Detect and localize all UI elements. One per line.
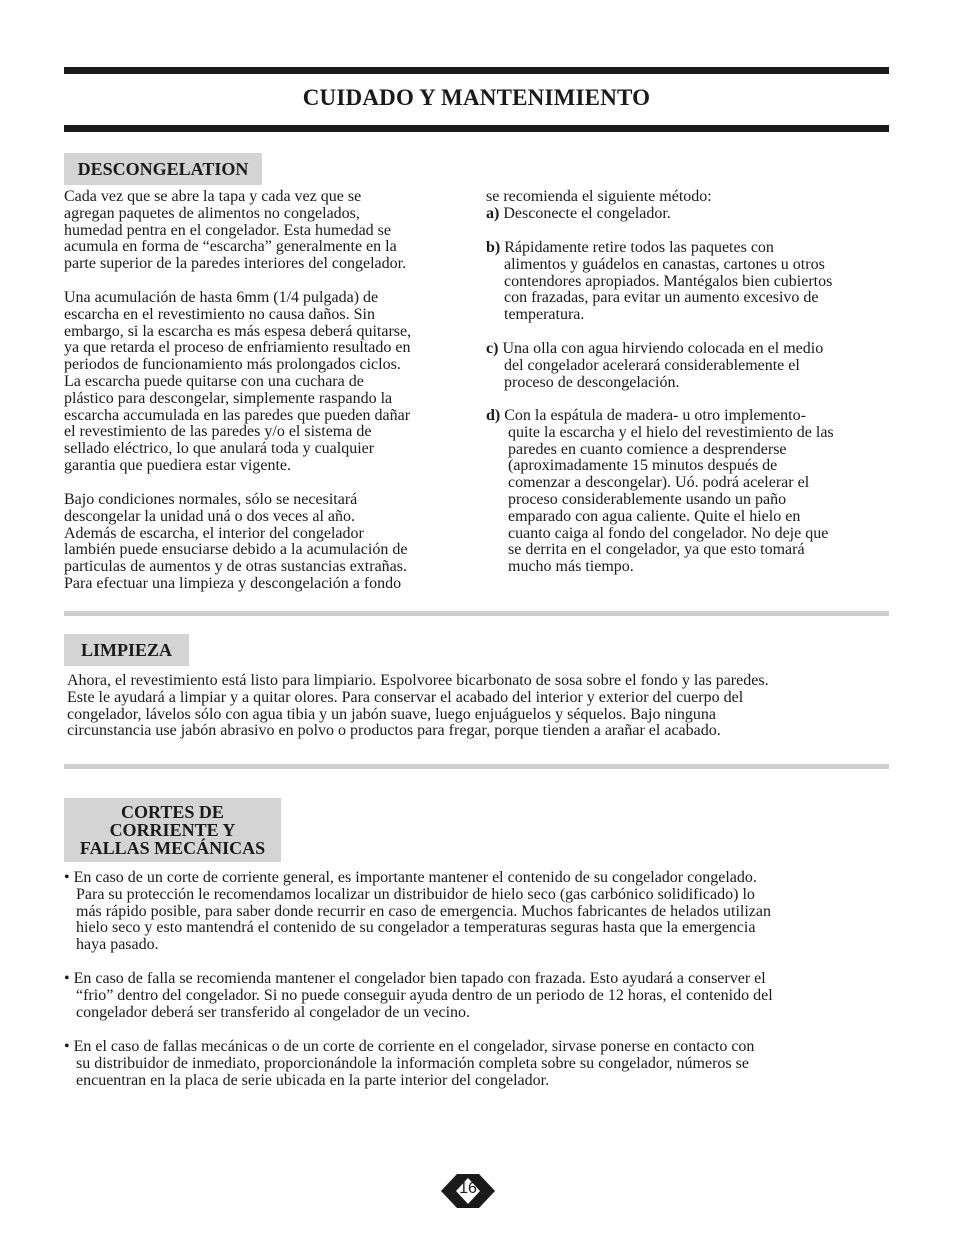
step-text: Rápidamente retire todos las paquetes con <box>504 239 774 256</box>
top-rule <box>64 67 889 74</box>
step-item-d <box>486 408 889 576</box>
bullet-item <box>64 1039 889 1089</box>
step-item-a <box>486 206 889 223</box>
step-text: Desconecte el congelador. <box>503 205 671 222</box>
step-text: Con la espátula de madera- u otro implemento- <box>504 407 806 424</box>
limpieza-paragraph: Ahora, el revestimiento está listo para limpiario. Espolvoree bicarbonato de sosa sobre el fondo y las paredes. Este le ayudará a limpiar y a quitar olores. Para conservar el acabado del interior y exterior del cuerpo del congelador, lávelos sólo con agua tibia y un jabón suave, luego enjuáguelos y séquelos. Bajo ninguna circunstancia use jabón abrasivo en polvo o productos para fregar, porque tienden a arañar el acabado. <box>67 672 769 740</box>
page-number-badge <box>438 1169 498 1213</box>
step-label: c) <box>486 340 499 357</box>
bullet-item <box>64 870 889 954</box>
step-text: Una olla con agua hirviendo colocada en el medio <box>502 340 824 357</box>
descongelation-paragraph: Bajo condiciones normales, sólo se necesitará descongelar la unidad uná o dos veces al año. Además de escarcha, el interior del congelador lambién puede ensuciarse debido a la acumulación de particulas de aumentos y de otras sustancias extrañas. Para efectuar una limpieza y descongelación a fondo <box>64 491 408 592</box>
bullet-text: • En el caso de fallas mecánicas o de un corte de corriente en el congelador, sirvase ponerse en contacto con <box>64 1038 755 1055</box>
section-heading-limpieza: LIMPIEZA <box>64 634 189 666</box>
section-divider <box>64 611 889 616</box>
section-divider <box>64 764 889 769</box>
step-item-b <box>486 240 889 324</box>
descongelation-paragraph: Cada vez que se abre la tapa y cada vez que se agregan paquetes de alimentos no congelados, humedad pentra en el congelador. Esta humedad se acumula en forma de “escarcha” generalmente en la parte superior de la paredes interiores del congelador. <box>64 188 407 273</box>
step-label: b) <box>486 239 501 256</box>
step-label: a) <box>486 205 500 222</box>
bullet-text-continued: Para su protección le recomendamos localizar un distribuidor de hielo seco (gas carbónico solidificado) lo más rápido posible, para saber donde recurrir en caso de emergencia. Muchos fabricantes de helados utilizan hielo seco y esto mantendrá el contenido de su congelador a temperaturas seguras hasta que la emergencia haya pasado. <box>76 885 771 954</box>
step-text-continued: del congelador acelerará considerablemente el proceso de descongelación. <box>504 356 800 391</box>
descongelation-paragraph: Una acumulación de hasta 6mm (1/4 pulgada) de escarcha en el revestimiento no causa daños. Sin embargo, si la escarcha es más espesa deberá quitarse, ya que retarda el proceso de enfriamiento resultado en periodos de funcionamiento más prolongados ciclos. La escarcha puede quitarse con una cuchara de plástico para descongelar, simplemente raspando la escarcha accumulada en las paredes que pueden dañar el revestimiento de las paredes y/o el sistema de sellado eléctrico, lo que anulará toda y cualquier garantia que puediera estar vigente. <box>64 289 412 474</box>
method-intro: se recomienda el siguiente método: <box>486 188 712 205</box>
step-item-c <box>486 341 889 391</box>
bullet-text-continued: “frio” dentro del congelador. Si no puede conseguir ayuda dentro de un periodo de 12 horas, el contenido del congelador deberá ser transferido al congelador de un vecino. <box>76 986 773 1021</box>
bullet-text-continued: su distribuidor de inmediato, proporcionándole la información completa sobre su congelador, números se encuentran en la placa de serie ubicada en la parte interior del congelador. <box>76 1054 749 1089</box>
section-heading-descongelation: DESCONGELATION <box>64 153 262 185</box>
page-title: CUIDADO Y MANTENIMIENTO <box>302 85 651 110</box>
page-number: 16 <box>459 1180 477 1197</box>
step-text-continued: quite la escarcha y el hielo del revestimiento de las paredes en cuanto comience a desprenderse (aproximadamente 15 minutos después de comenzar a descongelar). Uó. podrá acelerar el proceso considerablemente usando un paño emparado con agua caliente. Quite el hielo en cuanto caiga al fondo del congelador. No deje que se derrita en el congelador, ya que esto tomará mucho más tiempo. <box>508 423 834 576</box>
bullet-item <box>64 971 889 1021</box>
step-label: d) <box>486 407 501 424</box>
title-bottom-rule <box>64 125 889 132</box>
section-heading-cortes: CORTES DE CORRIENTE Y FALLAS MECÁNICAS <box>64 798 281 862</box>
step-text-continued: alimentos y guádelos en canastas, cartones u otros contendores apropiados. Mantégalos bien cubiertos con frazadas, para evitar un aumento excesivo de temperatura. <box>504 255 833 324</box>
bullet-text: • En caso de un corte de corriente general, es importante mantener el contenido de su congelador congelado. <box>64 869 757 886</box>
bullet-text: • En caso de falla se recomienda mantener el congelador bien tapado con frazada. Esto ayudará a conserver el <box>64 970 766 987</box>
